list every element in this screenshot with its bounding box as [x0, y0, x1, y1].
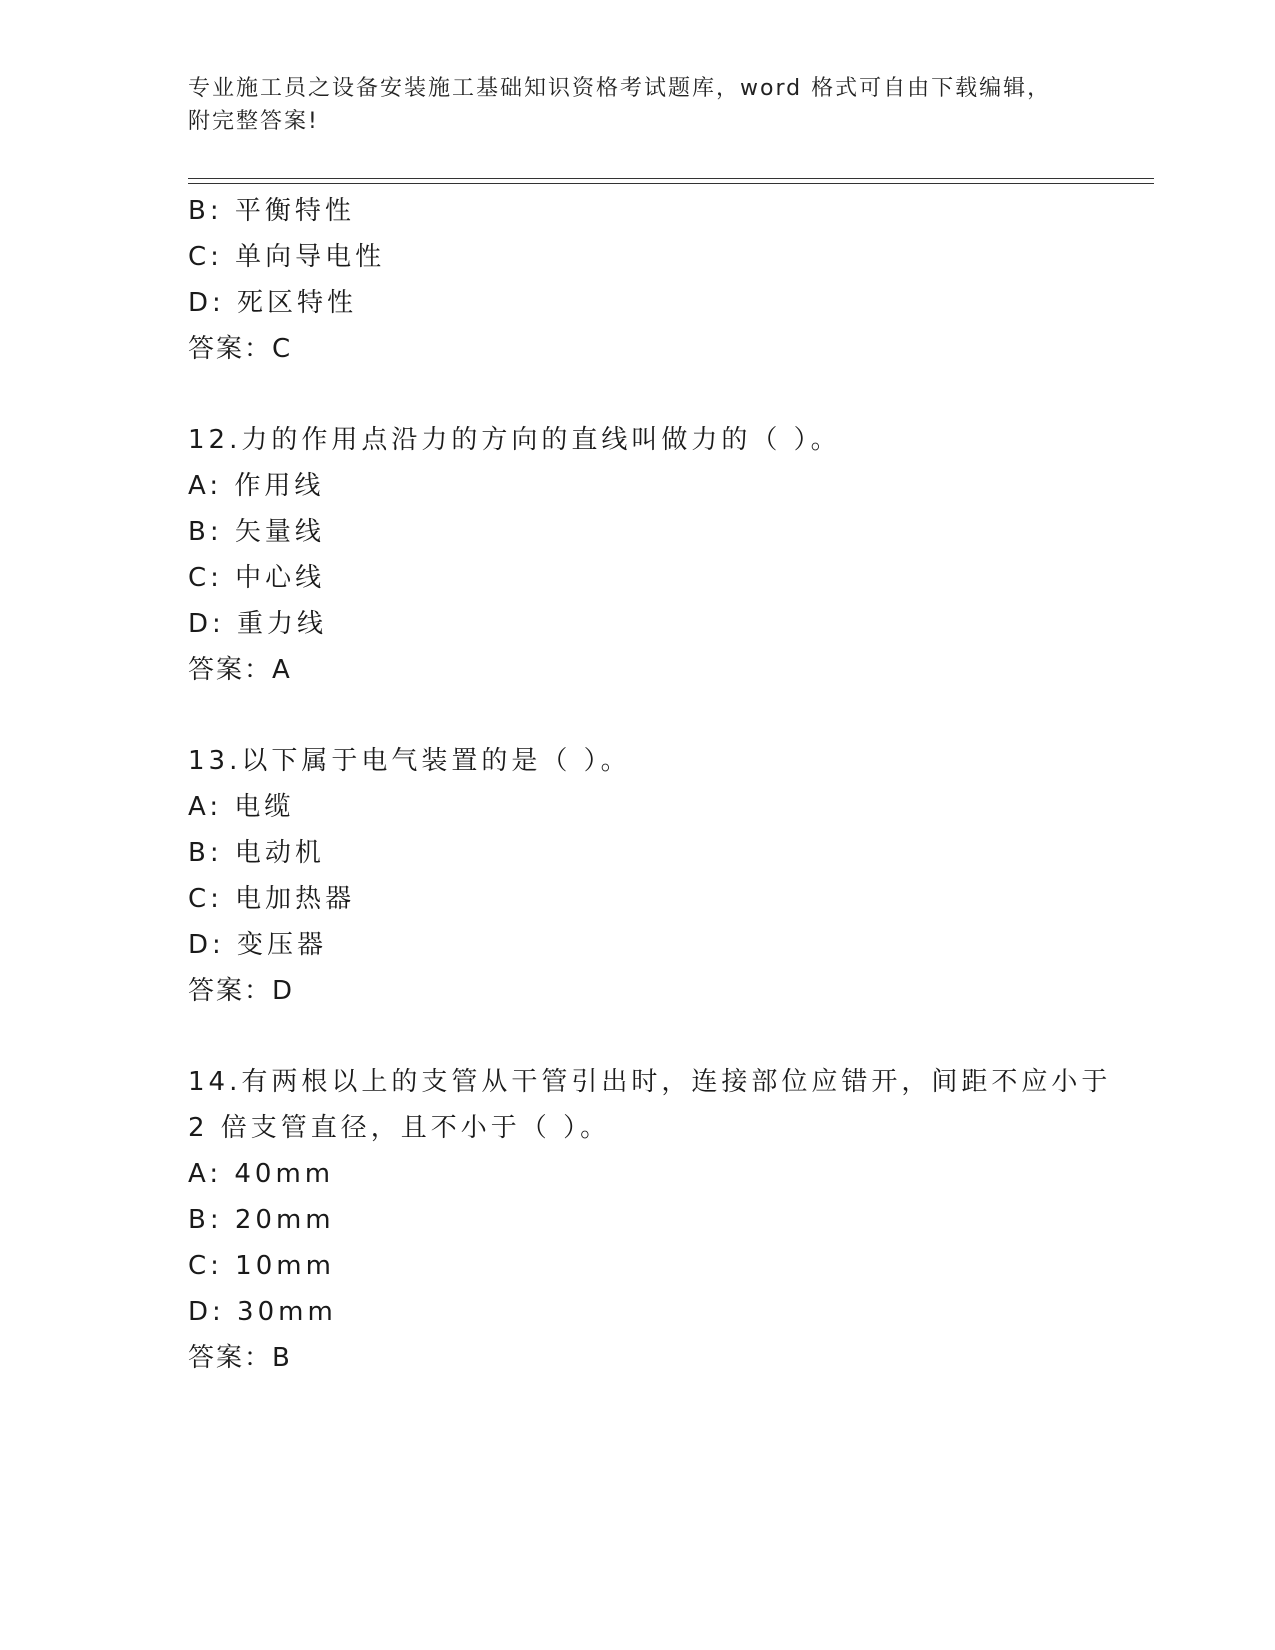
option-c: C: 中心线 [188, 563, 326, 593]
question-13 [188, 738, 1148, 1014]
header-line-1: 专业施工员之设备安装施工基础知识资格考试题库，word 格式可自由下载编辑， [188, 76, 1052, 101]
option-a: A: 电缆 [188, 792, 295, 822]
option-d: D: 死区特性 [188, 288, 358, 318]
question-text: 12.力的作用点沿力的方向的直线叫做力的（ ）。 [188, 425, 841, 455]
option-a: A: 40mm [188, 1159, 335, 1189]
answer-label: 答案：B [188, 1343, 292, 1373]
question-14 [188, 1059, 1148, 1381]
answer-label: 答案：A [188, 655, 292, 685]
option-d: D: 重力线 [188, 609, 328, 639]
option-c: C: 10mm [188, 1251, 335, 1281]
option-b: B: 平衡特性 [188, 196, 355, 226]
option-a: A: 作用线 [188, 471, 325, 501]
option-d: D: 变压器 [188, 930, 328, 960]
header-line-2: 附完整答案! [188, 109, 319, 134]
option-b: B: 矢量线 [188, 517, 325, 547]
question-text: 13.以下属于电气装置的是（ ）。 [188, 746, 631, 776]
option-c: C: 电加热器 [188, 884, 356, 914]
option-b: B: 电动机 [188, 838, 325, 868]
question-list [188, 188, 1148, 1381]
question-text-line-2: 2 倍支管直径，且不小于（ ）。 [188, 1113, 611, 1143]
option-d: D: 30mm [188, 1297, 337, 1327]
answer-label: 答案：C [188, 334, 293, 364]
option-c: C: 单向导电性 [188, 242, 386, 272]
question-11-tail [188, 188, 1148, 372]
document-header [188, 72, 1088, 138]
question-text-line-1: 14.有两根以上的支管从干管引出时，连接部位应错开，间距不应小于 [188, 1067, 1112, 1097]
header-divider-bottom [188, 183, 1154, 184]
header-divider-top [188, 178, 1154, 179]
answer-label: 答案：D [188, 976, 295, 1006]
question-12 [188, 417, 1148, 693]
option-b: B: 20mm [188, 1205, 335, 1235]
